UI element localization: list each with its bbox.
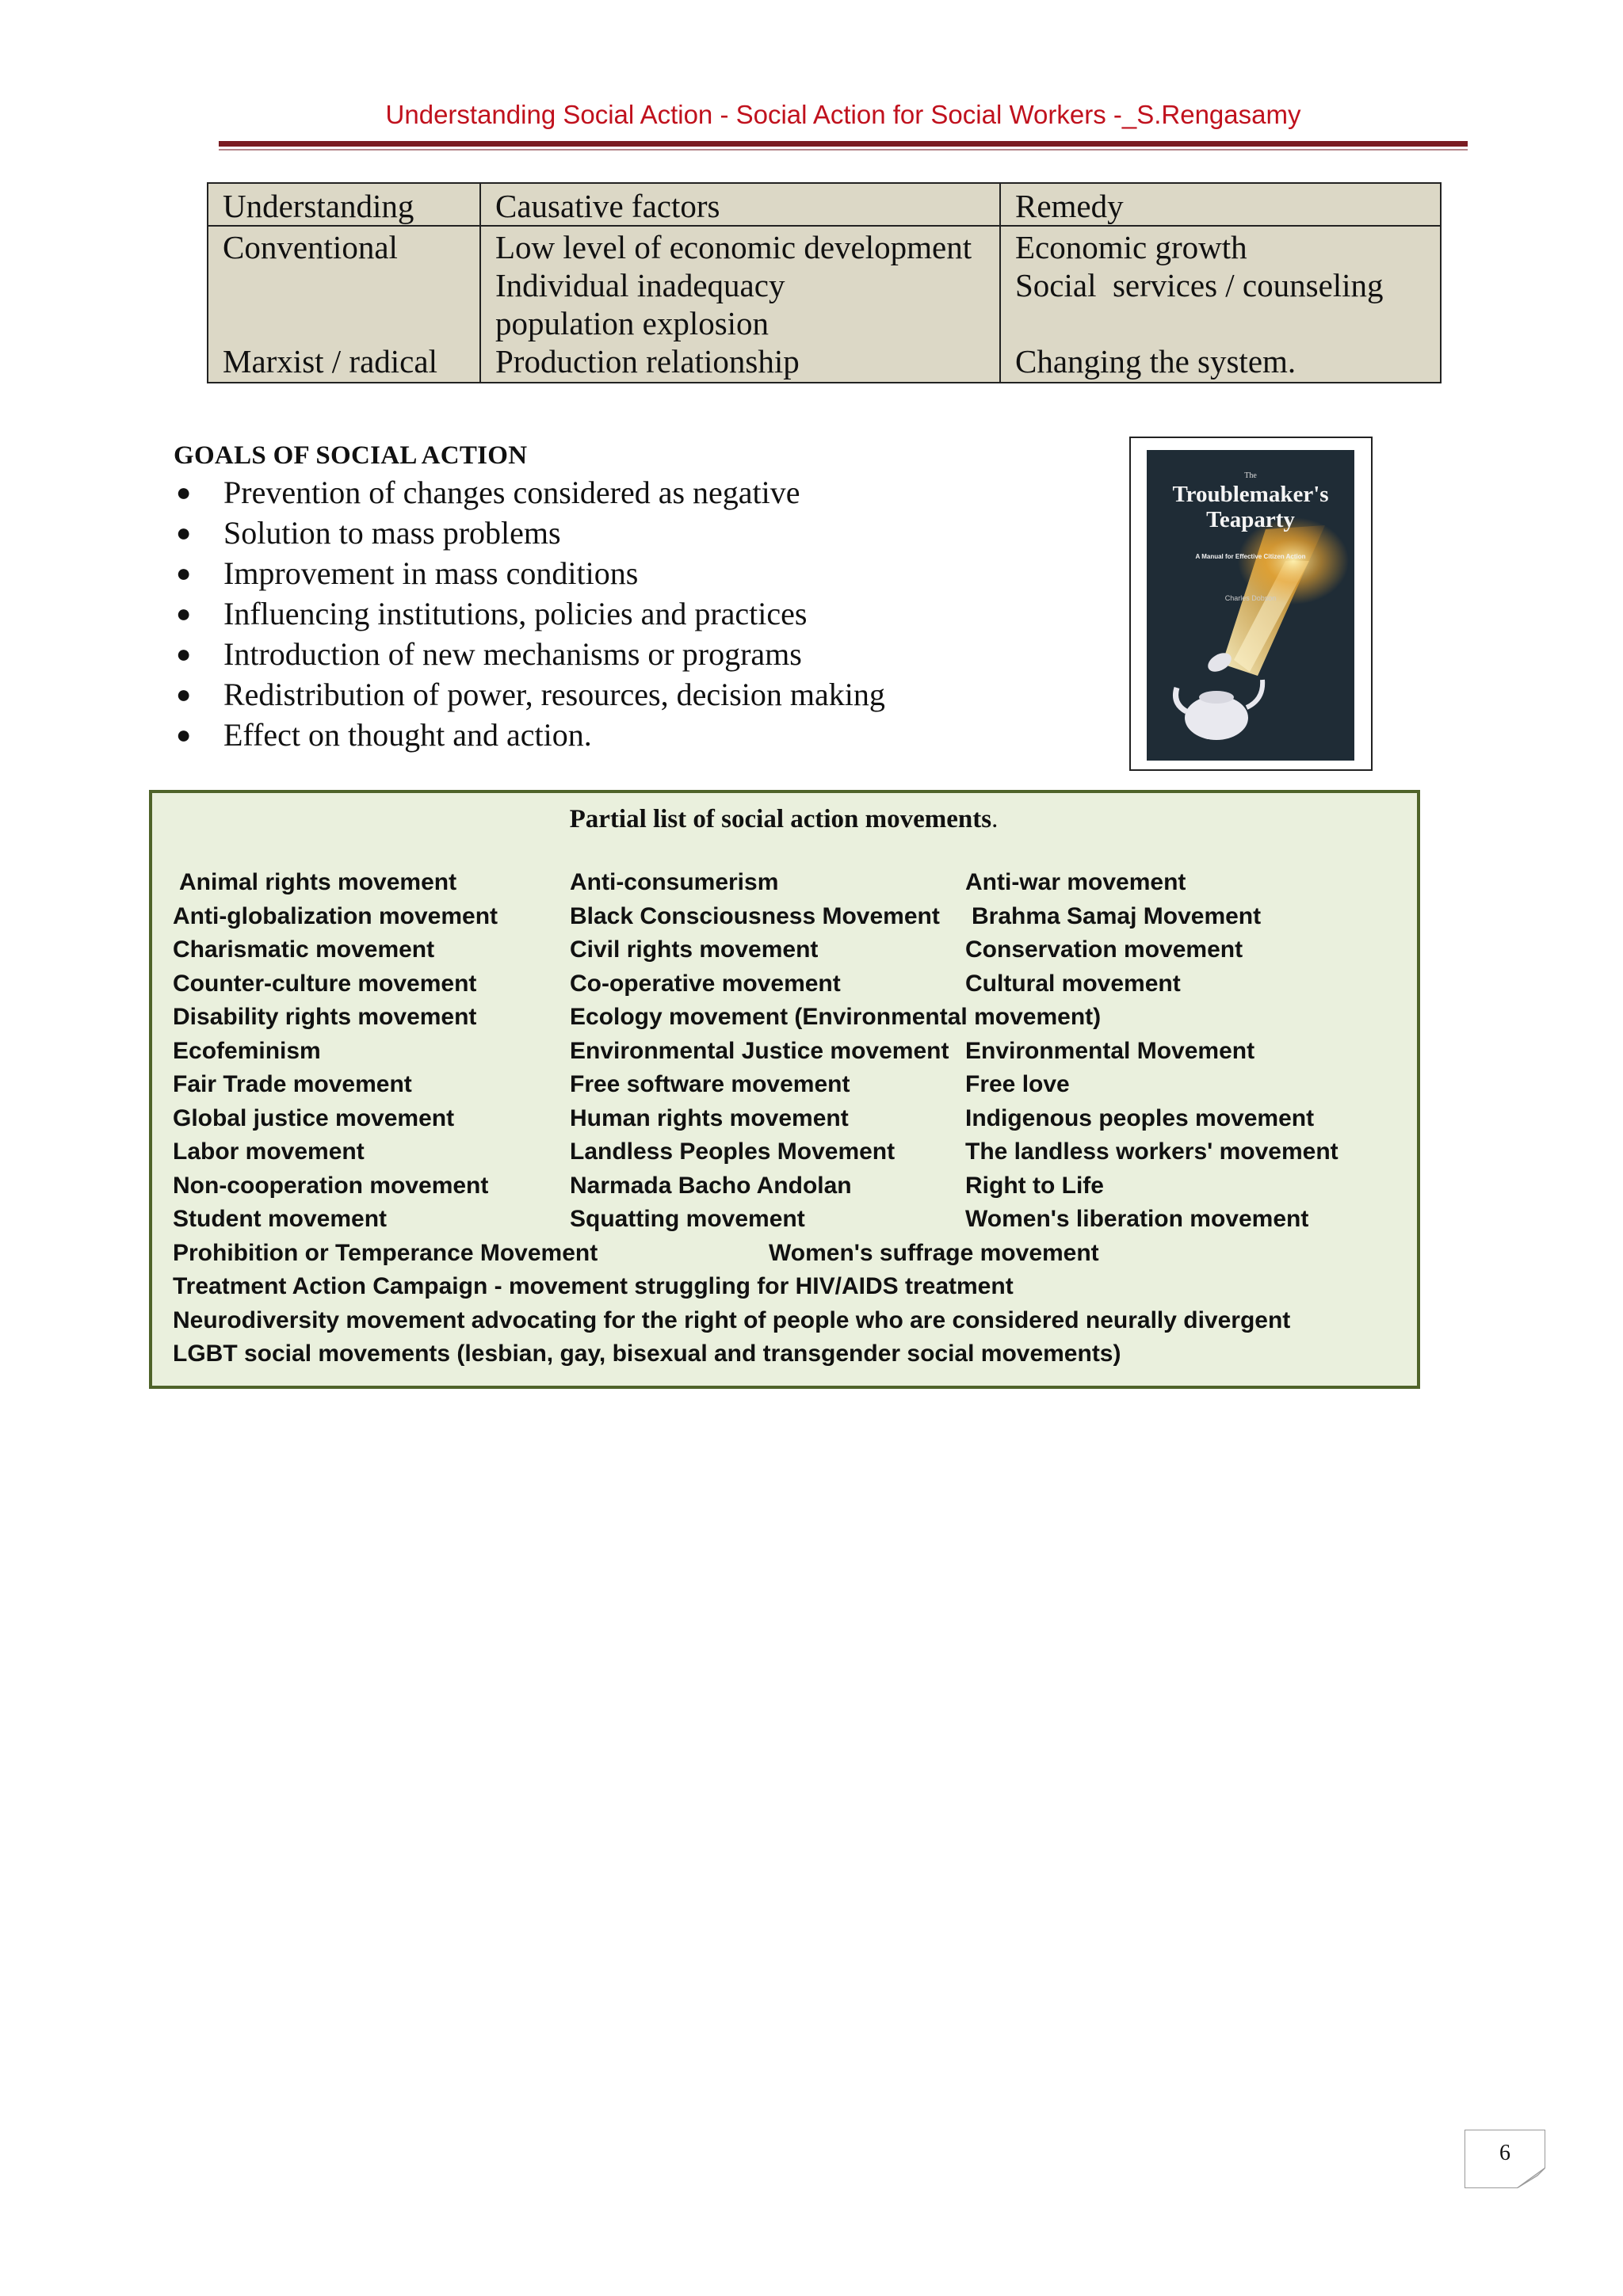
- bullet-icon: ●: [176, 478, 192, 506]
- goals-list: [174, 472, 885, 755]
- list-item-neurodiversity: Neurodiversity movement advocating for the right of people who are considered neurally divergent: [173, 1307, 1291, 1333]
- book-author: Charles Dobson: [1224, 594, 1277, 602]
- list-item: Anti-globalization movement: [173, 903, 498, 929]
- list-item: Ecofeminism: [173, 1038, 321, 1064]
- understanding-conventional: Conventional: [223, 229, 398, 265]
- list-item: Fair Trade movement: [173, 1071, 412, 1097]
- bullet-icon: ●: [176, 680, 192, 708]
- list-item: Free love: [965, 1071, 1070, 1097]
- list-item: Anti-consumerism: [570, 869, 779, 895]
- list-item: Global justice movement: [173, 1105, 455, 1131]
- list-item: Disability rights movement: [173, 1004, 477, 1030]
- list-item: Free software movement: [570, 1071, 850, 1097]
- table-cell-understanding: [208, 226, 480, 383]
- list-item: Labor movement: [173, 1138, 365, 1165]
- bullet-icon: ●: [176, 720, 192, 749]
- table-cell-remedy: [1000, 226, 1441, 383]
- list-item: Indigenous peoples movement: [965, 1105, 1315, 1131]
- list-item: Squatting movement: [570, 1206, 805, 1232]
- list-item: The landless workers' movement: [965, 1138, 1338, 1165]
- list-item: Non-cooperation movement: [173, 1173, 489, 1199]
- list-item: Civil rights movement: [570, 936, 819, 963]
- list-item: Women's liberation movement: [965, 1206, 1309, 1232]
- remedy-social-services: Social services / counseling: [1015, 267, 1384, 303]
- bullet-icon: ●: [176, 599, 192, 627]
- list-item: ● Influencing institutions, policies and practices: [174, 593, 885, 634]
- list-item: Environmental Movement: [965, 1038, 1255, 1064]
- page-curl-icon: [1517, 2168, 1545, 2188]
- list-item: ● Prevention of changes considered as negative: [174, 472, 885, 513]
- list-item: Human rights movement: [570, 1105, 849, 1131]
- bullet-icon: ●: [176, 639, 192, 668]
- page-number: 6: [1499, 2141, 1510, 2165]
- table-header-understanding: Understanding: [208, 183, 480, 226]
- header-rule-thin: [219, 149, 1468, 151]
- table-body-row: [208, 226, 1441, 383]
- book-title: Troublemaker's Teaparty: [1172, 482, 1329, 532]
- running-header: Understanding Social Action - Social Action for Social Workers -_S.Rengasamy: [385, 100, 1301, 129]
- list-item: Animal rights movement: [179, 869, 457, 895]
- bullet-icon: ●: [176, 518, 192, 547]
- book-cover: [1147, 450, 1354, 761]
- list-item: Brahma Samaj Movement: [972, 903, 1262, 929]
- list-item: Environmental Justice movement: [570, 1038, 949, 1064]
- understanding-marxist: Marxist / radical: [223, 343, 437, 379]
- cause-population: population explosion: [495, 305, 769, 341]
- book-small-title: The: [1244, 471, 1257, 480]
- list-item: Conservation movement: [965, 936, 1243, 963]
- table-cell-causes: [480, 226, 1000, 383]
- understanding-table: [207, 182, 1442, 383]
- table-header-remedy: Remedy: [1000, 183, 1441, 226]
- list-item: ● Effect on thought and action.: [174, 715, 885, 755]
- list-item: ● Introduction of new mechanisms or programs: [174, 634, 885, 674]
- list-item: Ecology movement (Environmental movement): [570, 1004, 1102, 1030]
- list-item: Anti-war movement: [965, 869, 1186, 895]
- list-item: Landless Peoples Movement: [570, 1138, 896, 1165]
- list-item: Student movement: [173, 1206, 388, 1232]
- bullet-icon: ●: [176, 559, 192, 587]
- page-number-box: [1465, 2130, 1545, 2188]
- list-item-suffrage: Women's suffrage movement: [769, 1240, 1099, 1266]
- table-header-causes: Causative factors: [480, 183, 1000, 226]
- list-item: Counter-culture movement: [173, 971, 477, 997]
- list-item: ● Solution to mass problems: [174, 513, 885, 553]
- table-header-row: [208, 183, 1441, 226]
- list-item-prohibition: Prohibition or Temperance Movement: [173, 1240, 598, 1266]
- list-item: ● Redistribution of power, resources, decision making: [174, 674, 885, 715]
- header-rule: [219, 141, 1468, 147]
- list-item: Cultural movement: [965, 971, 1181, 997]
- remedy-economic-growth: Economic growth: [1015, 229, 1247, 265]
- cause-economic: Low level of economic development: [495, 229, 972, 265]
- list-item-lgbt: LGBT social movements (lesbian, gay, bisexual and transgender social movements): [173, 1341, 1121, 1367]
- list-item: ● Improvement in mass conditions: [174, 553, 885, 593]
- book-cover-image: [1129, 437, 1373, 771]
- list-item: Black Consciousness Movement: [570, 903, 940, 929]
- list-item: Charismatic movement: [173, 936, 435, 963]
- cause-production: Production relationship: [495, 343, 800, 379]
- remedy-changing-system: Changing the system.: [1015, 343, 1296, 379]
- goals-heading: GOALS OF SOCIAL ACTION: [174, 441, 528, 470]
- list-item-treatment: Treatment Action Campaign - movement struggling for HIV/AIDS treatment: [173, 1273, 1014, 1299]
- movements-title: Partial list of social action movements.: [569, 805, 999, 833]
- list-item: Narmada Bacho Andolan: [570, 1173, 852, 1199]
- cause-individual: Individual inadequacy: [495, 267, 785, 303]
- list-item: Right to Life: [965, 1173, 1104, 1199]
- book-subtitle: A Manual for Effective Citizen Action: [1195, 553, 1306, 560]
- list-item: Co-operative movement: [570, 971, 841, 997]
